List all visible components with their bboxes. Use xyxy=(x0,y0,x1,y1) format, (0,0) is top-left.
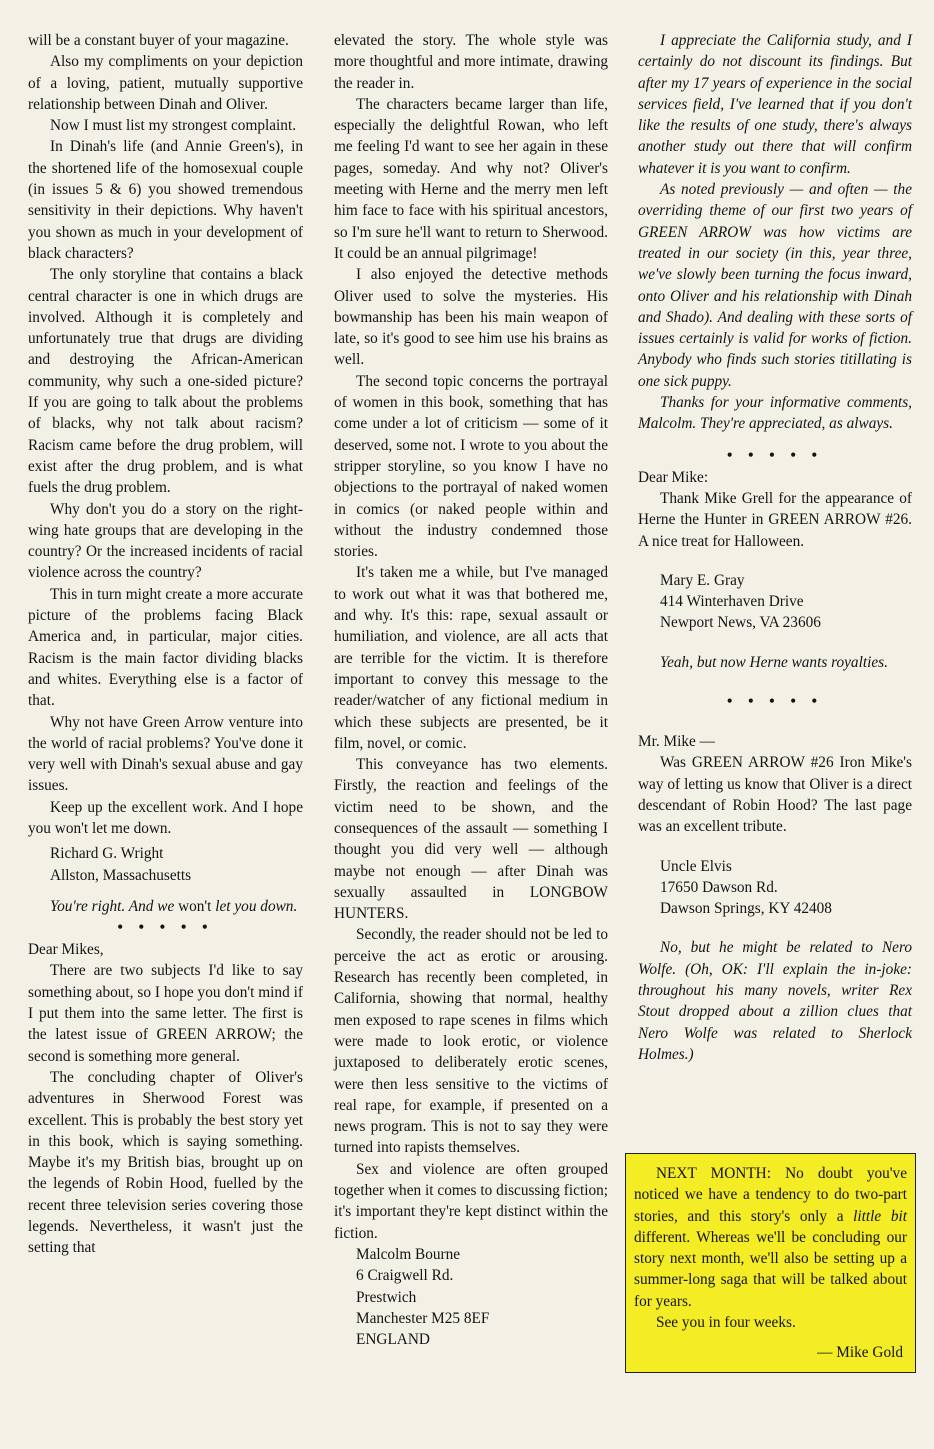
letter-paragraph: Secondly, the reader should not be led to perceive the act as erotic or arousing. Research has recently been completed, in California, showing that normal, healthy men exposed to rape scenes in films which were made to look erotic, or violence juxtaposed to deliberately erotic scenes, were then less sensitive to the victims of real rape, for example, if presented on a news program. This is not to say they were turned into rapists themselves. xyxy=(334,926,608,1157)
next-month-closing: See you in four weeks. xyxy=(656,1314,796,1332)
address-line: ENGLAND xyxy=(356,1331,430,1349)
signature-name: Richard G. Wright xyxy=(50,845,164,863)
letter-paragraph: Now I must list my strongest complaint. xyxy=(50,117,297,135)
next-month-box xyxy=(625,1153,916,1373)
letter-signature xyxy=(638,570,912,634)
letters-column-3 xyxy=(638,30,912,1065)
editor-reply: You're right. And we won't let you down. xyxy=(50,897,298,915)
letter-paragraph: The characters became larger than life, especially the delightful Rowan, who left me feeling I'd want to see her again in these pages, someday. And why not? Oliver's meeting with Herne and the merry men left him face to face with his spiritual ancestors, so I'm sure he'll want to return to Sherwood. It could be an annual pilgrimage! xyxy=(334,95,608,262)
letter-paragraph: In Dinah's life (and Annie Green's), in the shortened life of the homosexual couple (in issues 5 & 6) you showed tremendous sensitivity in their depictions. Why haven't you shown as much in your development of black characters? xyxy=(28,138,303,262)
letter-paragraph: Sex and violence are often grouped together when it comes to discussing fiction; it's important they're kept distinct within the fiction. xyxy=(334,1160,608,1242)
letter-paragraph: Was GREEN ARROW #26 Iron Mike's way of letting us know that Oliver is a direct descendant of Robin Hood? The last page was an excellent tribute. xyxy=(638,754,912,836)
letter-signature xyxy=(638,856,912,920)
section-divider: • • • • • xyxy=(726,446,824,464)
address-line: 414 Winterhaven Drive xyxy=(660,593,804,611)
signature-name: Mary E. Gray xyxy=(660,571,745,589)
editor-reply: As noted previously — and often — the overriding theme of our first two years of GREEN ARROW was how victims are treated in our society (in this, year three, we've slowly been turning the focus inward, onto Oliver and his relationship with Dinah and Shado). And dealing with these sorts of issues certainly is valid for works of fiction. Anybody who finds such stories titillating is one sick puppy. xyxy=(638,181,912,390)
letter-paragraph: This in turn might create a more accurate picture of the problems facing Black America and, in particular, major cities. Racism is the main factor dividing blacks and whites. Everything else is a factor of that. xyxy=(28,585,303,710)
address-line: 6 Craigwell Rd. xyxy=(356,1267,454,1285)
address-line: 17650 Dawson Rd. xyxy=(660,878,778,896)
editor-reply: Thanks for your informative comments, Malcolm. They're appreciated, as always. xyxy=(638,394,912,433)
letter-paragraph: The second topic concerns the portrayal of women in this book, something that has come under a lot of criticism — some of it deserved, some not. I wrote to you about the stripper storyline, so you know I have no objections to the portrayal of naked women in comics (or naked people within and without the industry condemned those stories. xyxy=(334,372,608,561)
section-divider: • • • • • xyxy=(117,919,214,937)
letters-column-2 xyxy=(334,30,608,1350)
letters-column-1 xyxy=(28,30,303,1259)
address-line: Prestwich xyxy=(356,1288,417,1306)
letter-salutation: Dear Mikes, xyxy=(28,941,104,959)
letter-paragraph: I also enjoyed the detective methods Oliver used to solve the mysteries. His bowmanship has been his main weapon of late, so it's good to see him use his brains as well. xyxy=(334,266,608,369)
letter-paragraph: will be a constant buyer of your magazine. xyxy=(28,32,289,49)
letter-paragraph: Keep up the excellent work. And I hope you won't let me down. xyxy=(28,798,303,837)
letter-paragraph: The concluding chapter of Oliver's adventures in Sherwood Forest was excellent. This is probably the best story yet in this book, which is saying something. Maybe it's my British bias, brought up on the legends of Robin Hood, fuelled by the recent three television series covering those legends. Nevertheless, it wasn't just the setting that xyxy=(28,1068,303,1257)
letter-paragraph: Thank Mike Grell for the appearance of Herne the Hunter in GREEN ARROW #26. A nice treat for Halloween. xyxy=(638,489,912,550)
letter-paragraph: Why not have Green Arrow venture into the world of racial problems? You've done it very well with Dinah's sexual abuse and gay issues. xyxy=(28,713,303,795)
address-line: Newport News, VA 23606 xyxy=(660,614,821,632)
letter-signature xyxy=(334,1244,608,1350)
emphasis: won't xyxy=(178,897,212,915)
address-line: Dawson Springs, KY 42408 xyxy=(660,900,832,918)
letter-salutation: Mr. Mike — xyxy=(638,733,715,751)
letter-paragraph: elevated the story. The whole style was more thoughtful and more intimate, drawing the reader in. xyxy=(334,32,608,92)
editor-reply: No, but he might be related to Nero Wolfe. (Oh, OK: I'll explain the in-joke: throughout his many novels, writer Rex Stout dropped about a zillion clues that Nero Wolfe was related to Sherlock Holmes.) xyxy=(638,939,912,1063)
section-divider: • • • • • xyxy=(726,693,824,711)
next-month-text: NEXT MONTH: No doubt you've noticed we have a tendency to do two-part stories, and this story's only a little bit different. Whereas we'll be concluding our story next month, we'll also be setting up a summer-long saga that will be talked about for years. xyxy=(634,1165,907,1310)
editor-signature: — Mike Gold xyxy=(817,1344,903,1362)
letter-paragraph: There are two subjects I'd like to say something about, so I hope you don't mind if I put them into the same letter. The first is the latest issue of GREEN ARROW; the second is something more general. xyxy=(28,962,303,1065)
letter-salutation: Dear Mike: xyxy=(638,468,709,486)
emphasis: little bit xyxy=(853,1207,907,1225)
letter-paragraph: This conveyance has two elements. Firstly, the reaction and feelings of the victim need to be shown, and the consequences of the assault — something I thought you did very well — although maybe not enough — after Dinah was sexually assaulted in LONGBOW HUNTERS. xyxy=(334,756,608,923)
letter-paragraph: Why don't you do a story on the right-wing hate groups that are developing in the country? Or the increased incidents of racial violence across the country? xyxy=(28,500,303,582)
signature-name: Uncle Elvis xyxy=(660,857,732,875)
letter-signature xyxy=(28,843,303,886)
letter-paragraph: Also my compliments on your depiction of a loving, patient, mutually supportive relationship between Dinah and Oliver. xyxy=(28,53,303,113)
address-line: Manchester M25 8EF xyxy=(356,1309,490,1327)
signature-name: Malcolm Bourne xyxy=(356,1245,461,1263)
editor-reply: I appreciate the California study, and I certainly do not discount its findings. But after my 17 years of experience in the social services field, I've learned that if you don't like the results of one study, there's always another study out there that will confirm whatever it is you want to confirm. xyxy=(638,32,912,177)
editor-reply: Yeah, but now Herne wants royalties. xyxy=(660,653,888,671)
letter-paragraph: The only storyline that contains a black central character is one in which drugs are involved. Although it is completely and unfortunately true that drugs are dividing and destroying the African-American community, why such a one-sided picture? If you are going to talk about the problems of blacks, why not talk about racism? Racism came before the drug problem, will exist after the drug problem, and is what fuels the drug problem. xyxy=(28,266,303,497)
letter-paragraph: It's taken me a while, but I've managed to work out what it was that bothered me, and why. It's this: rape, sexual assault or humiliation, and violence, are all acts that are terrible for the victim. It is therefore important to convey this message to the reader/watcher of any fictional medium in which these subjects are presented, be it film, novel, or comic. xyxy=(334,564,608,752)
signature-city: Allston, Massachusetts xyxy=(50,866,192,884)
